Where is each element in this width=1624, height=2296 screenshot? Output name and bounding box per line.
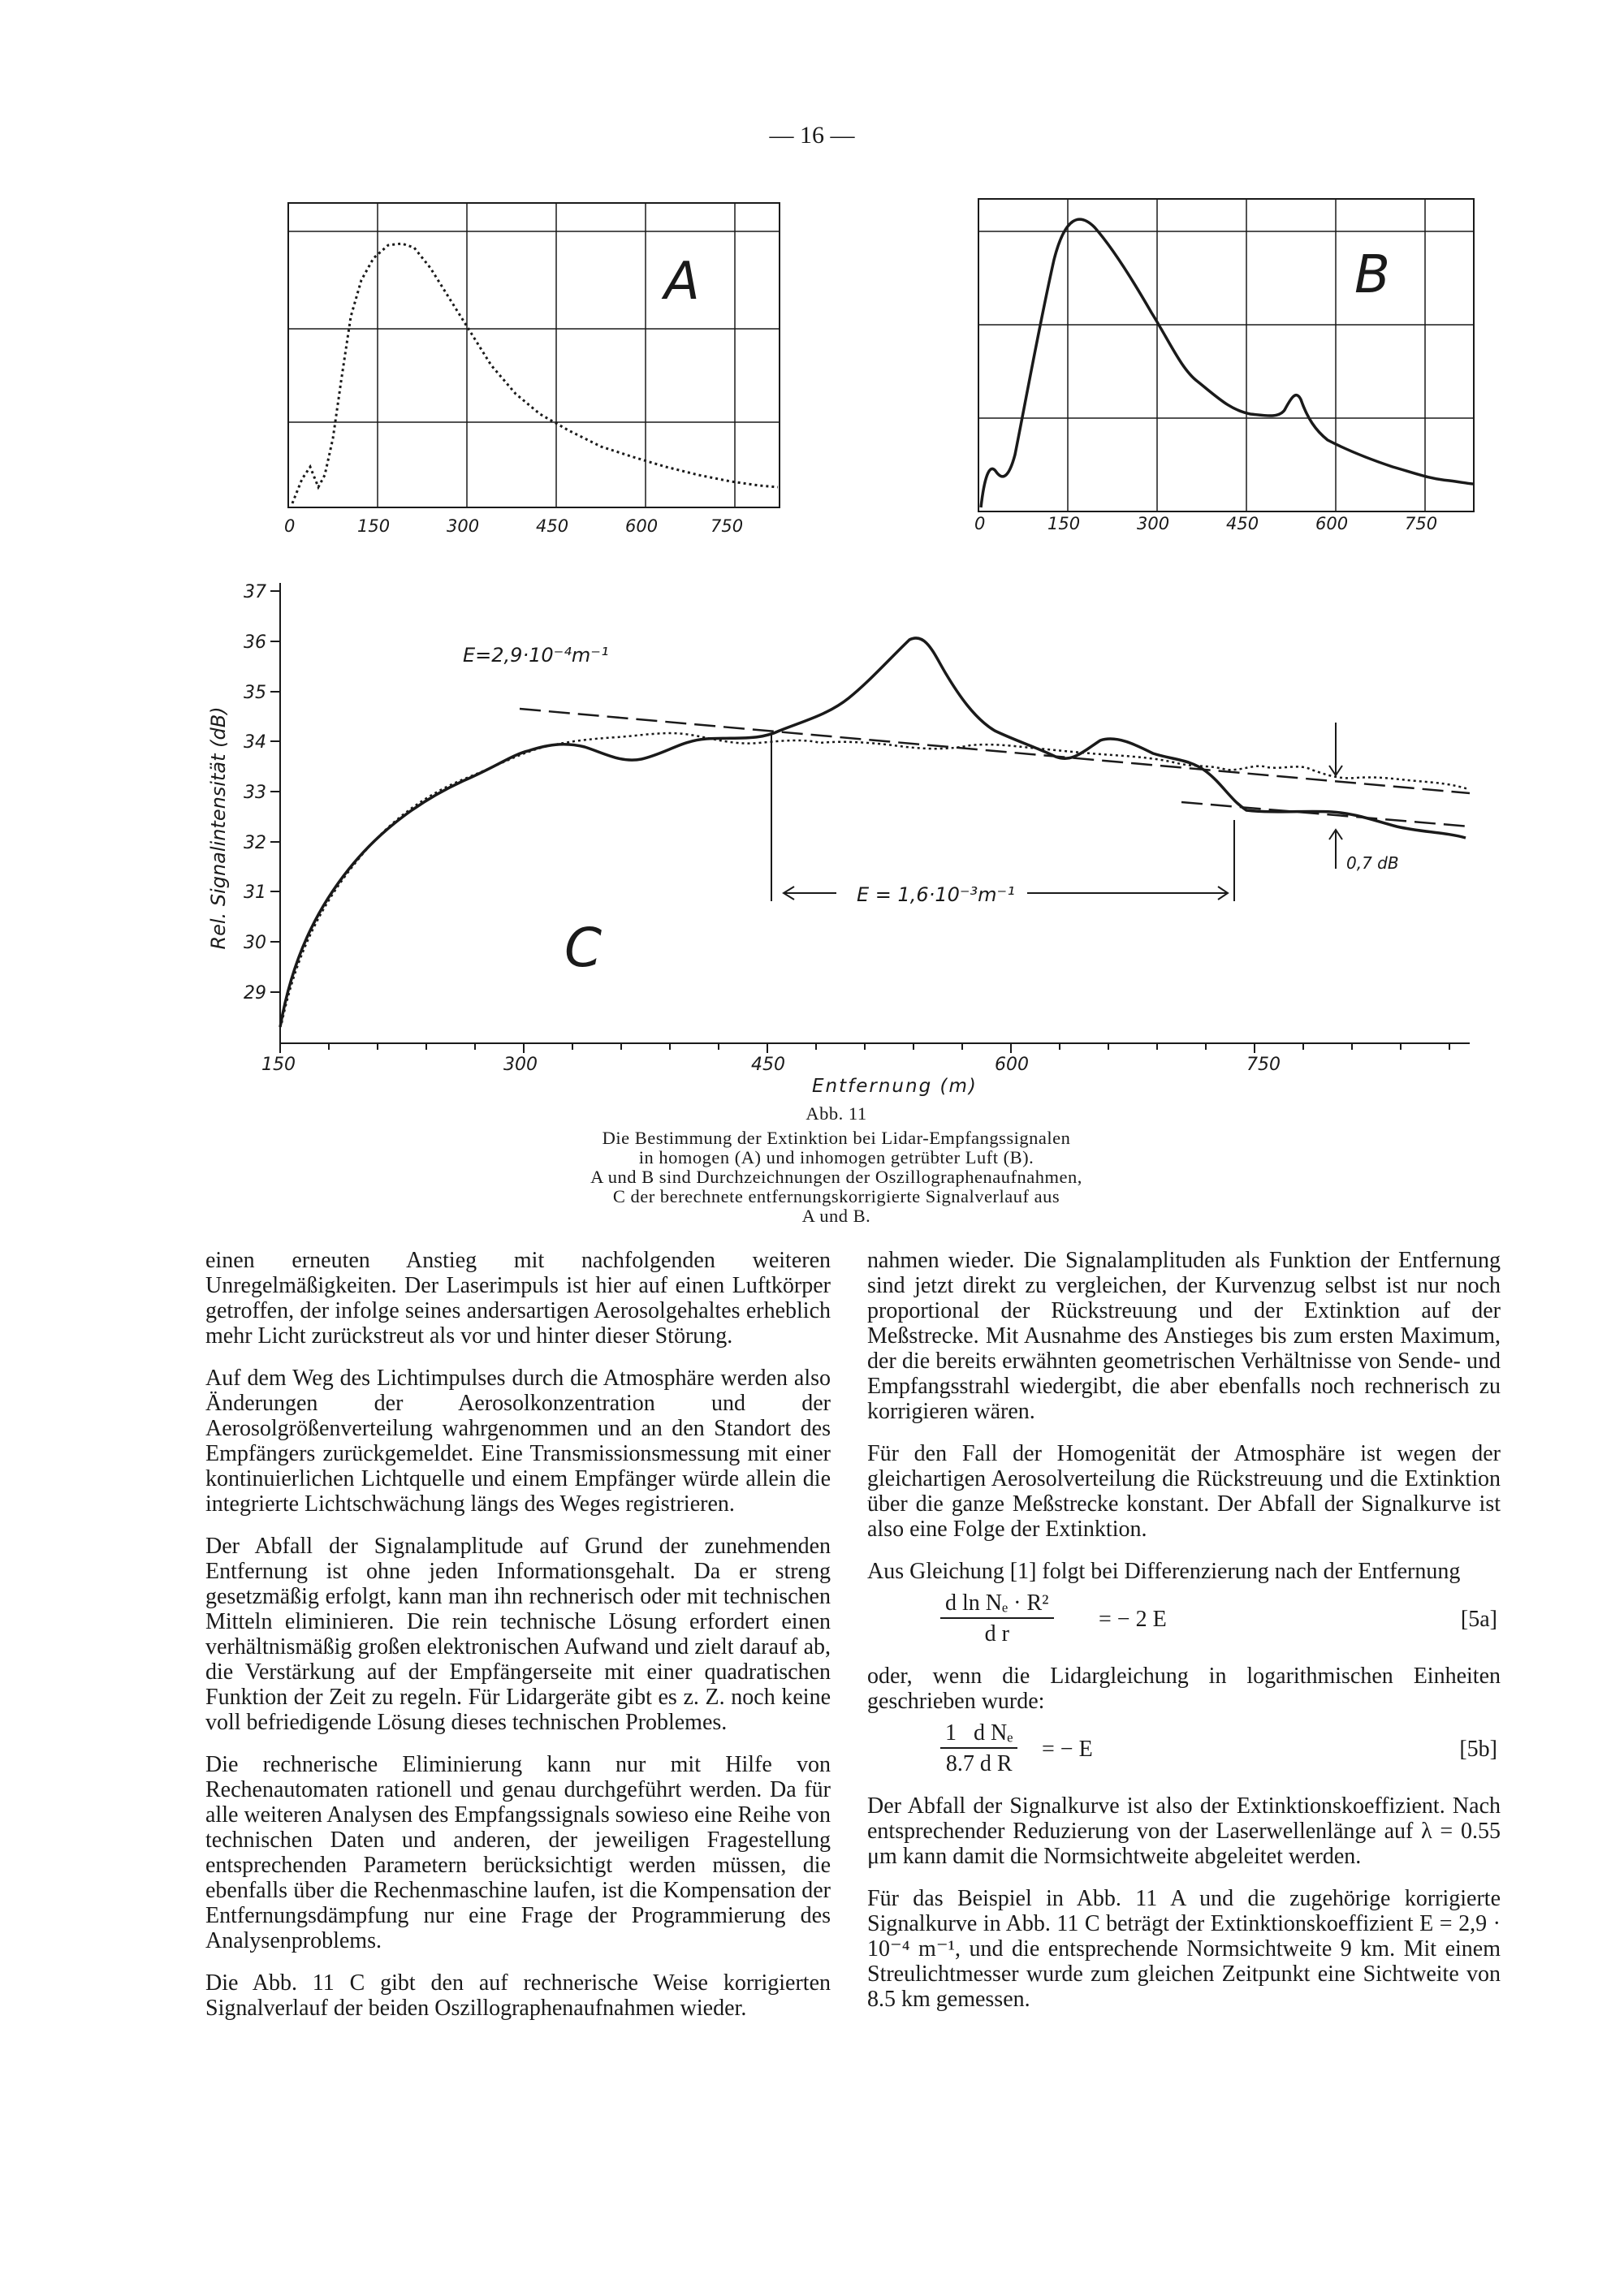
- plot-b-signal-curve: [981, 219, 1474, 507]
- plot-c-curve-b: [280, 638, 1466, 1027]
- plot-a-x-tick: 600: [625, 516, 659, 536]
- equation-5b-tag: [5b]: [1459, 1737, 1497, 1762]
- plot-c-y-tick: 30: [244, 933, 266, 953]
- plot-b-label: B: [1354, 245, 1390, 305]
- plot-a-x-tick: 0: [284, 516, 296, 536]
- plot-a-x-tick: 300: [447, 516, 480, 536]
- equation-5b: [867, 1720, 1501, 1782]
- plot-c-range-arrow-left: [784, 887, 836, 900]
- equation-5a-fraction: [940, 1590, 1054, 1646]
- plot-c-y-tick: 32: [244, 833, 266, 853]
- plot-c-x-tick: 450: [751, 1055, 785, 1075]
- caption-line: A und B sind Durchzeichnungen der Oszillographenaufnahmen,: [590, 1167, 1082, 1187]
- plot-a: [288, 203, 780, 507]
- plot-c-x-tick: 300: [503, 1055, 538, 1075]
- plot-c-y-tick: 37: [244, 582, 266, 602]
- paragraph: oder, wenn die Lidargleichung in logarithmischen Einheiten geschrieben wurde:: [867, 1664, 1501, 1714]
- caption-line: Die Bestimmung der Extinktion bei Lidar-Empfangssignalen: [602, 1128, 1071, 1148]
- plot-b-x-tick: 300: [1137, 514, 1170, 533]
- equation-5a: [867, 1590, 1501, 1652]
- plot-a-signal-curve: [292, 244, 778, 503]
- plot-c-y-tick: 36: [244, 632, 266, 653]
- plot-a-x-ticks: [284, 516, 743, 536]
- plot-b-x-tick: 450: [1226, 514, 1259, 533]
- plot-c-y-tick: 34: [244, 732, 266, 753]
- plot-c-annotation-step: 0,7 dB: [1346, 853, 1399, 873]
- plot-b-frame: [978, 199, 1474, 511]
- plot-c-y-tick: 33: [244, 783, 266, 803]
- paragraph: Die rechnerische Eliminierung kann nur mit Hilfe von Rechenautomaten rationell und genau durchgeführt werden. Da für alle weiteren Analysen des Empfangssignals sowieso eine Reihe von technischen Daten und anderen, der jeweiligen Fragestellung entsprechenden Parametern berücksichtigt werden müssen, die ebenfalls über die Rechenmaschine laufen, ist die Kompensation der Entfernungsdämpfung nur eine Frage der Programmierung des Analysenproblems.: [205, 1752, 831, 1953]
- caption-line: C der berechnete entfernungskorrigierte Signalverlauf aus: [612, 1186, 1060, 1206]
- plot-c-label: C: [564, 917, 603, 979]
- paragraph: Der Abfall der Signalkurve ist also der Extinktionskoeffizient. Nach entsprechender Reduzierung von der Laserwellenlänge auf λ = 0.55 μm kann damit die Normsichtweite abgeleitet werden.: [867, 1793, 1501, 1869]
- right-column: [867, 1248, 1501, 2029]
- equation-5a-numerator: d ln Nₑ · R²: [940, 1590, 1054, 1619]
- plot-c-y-axis-label: Rel. Signalintensität (dB): [207, 706, 230, 950]
- plot-a-x-tick: 450: [536, 516, 569, 536]
- paragraph: Die Abb. 11 C gibt den auf rechnerische Weise korrigierten Signalverlauf der beiden Oszillographenaufnahmen wieder.: [205, 1970, 831, 2021]
- paragraph: Aus Gleichung [1] folgt bei Differenzierung nach der Entfernung: [867, 1559, 1461, 1584]
- plot-c-x-axis-label: Entfernung (m): [812, 1076, 978, 1096]
- plot-b-x-ticks: [974, 514, 1437, 533]
- equation-5b-numerator: 1 d Nₑ: [940, 1720, 1017, 1749]
- plot-c-y-tick: 29: [244, 983, 266, 1003]
- plot-c-x-tick: 750: [1246, 1055, 1281, 1075]
- figure-caption: [487, 1104, 1186, 1226]
- paragraph: Für den Fall der Homogenität der Atmosphäre ist wegen der gleichartigen Aerosolverteilung die Rückstreuung und die Extinktion über die ganze Meßstrecke konstant. Der Abfall der Signalkurve ist also eine Folge der Extinktion.: [867, 1441, 1501, 1542]
- plot-c-annotation-middle: E = 1,6·10⁻³m⁻¹: [857, 883, 1015, 906]
- plot-a-frame: [288, 203, 780, 507]
- plot-c-range-arrow-right: [1027, 887, 1228, 900]
- plot-c-annotation-top: E=2,9·10⁻⁴m⁻¹: [463, 644, 609, 667]
- paragraph: Auf dem Weg des Lichtimpulses durch die Atmosphäre werden also Änderungen der Aerosolkonzentration und der Aerosolgrößenverteilung wahrgenommen und an den Standort des Empfängers zurückgemeldet. Eine Transmissionsmessung mit einer kontinuierlichen Lichtquelle und einem Empfänger würde allein die integrierte Lichtschwächung längs des Weges registrieren.: [205, 1366, 831, 1517]
- plot-b: [978, 199, 1474, 511]
- page-number: — 16 —: [769, 122, 855, 149]
- equation-5a-denominator: d r: [984, 1621, 1009, 1646]
- plot-c-trend-line-b: [1181, 802, 1470, 826]
- left-column: [205, 1248, 831, 2038]
- equation-5a-tag: [5a]: [1460, 1607, 1497, 1632]
- plot-b-x-tick: 150: [1047, 514, 1081, 533]
- plot-b-x-tick: 0: [974, 514, 986, 533]
- caption-line: in homogen (A) und inhomogen getrübter Luft (B).: [638, 1147, 1034, 1167]
- plot-c-step-arrow-down: [1329, 723, 1342, 775]
- plot-b-x-tick: 750: [1405, 514, 1438, 533]
- paragraph: Der Abfall der Signalamplitude auf Grund der zunehmenden Entfernung ist ohne jeden Informationsgehalt. Da er streng gesetzmäßig erfolgt, kann man ihn rechnerisch oder mit technischen Mitteln eliminieren. Die rein technische Lösung erfordert einen verhältnismäßig großen elektronischen Aufwand und zielt darauf ab, die Verstärkung auf der Empfängerseite mit einer quadratischen Funktion der Zeit zu regeln. Für Lidargeräte gibt es z. Z. noch keine voll befriedigende Lösung dieses technischen Problemes.: [205, 1534, 831, 1735]
- caption-line: A und B.: [801, 1206, 871, 1226]
- caption-title: Abb. 11: [806, 1103, 867, 1124]
- figure-11: [0, 0, 1624, 1096]
- plot-a-label: A: [664, 252, 700, 312]
- equation-5b-rhs: = − E: [1042, 1737, 1093, 1762]
- plot-c-x-tick: 600: [995, 1055, 1029, 1075]
- plot-c-step-arrow-up: [1329, 830, 1342, 869]
- paragraph: Für das Beispiel in Abb. 11 A und die zugehörige korrigierte Signalkurve in Abb. 11 C beträgt der Extinktionskoeffizient E = 2,9 · 10⁻⁴ m⁻¹, und die entsprechende Normsichtweite 9 km. Mit einem Streulichtmesser wurde zum gleichen Zeitpunkt eine Sichtweite von 8.5 km gemessen.: [867, 1886, 1501, 2012]
- plot-c-y-ticks: [244, 582, 266, 1003]
- paragraph: einen erneuten Anstieg mit nachfolgenden weiteren Unregelmäßigkeiten. Der Laserimpuls ist hier auf einen Luftkörper getroffen, der infolge seines andersartigen Aerosolgehaltes erheblich mehr Licht zurückstreut als vor und hinter dieser Störung.: [205, 1248, 831, 1349]
- plot-c-y-tick: 35: [244, 683, 266, 703]
- plot-c-x-tick: 150: [261, 1055, 296, 1075]
- equation-5b-denominator: 8.7 d R: [945, 1751, 1013, 1776]
- plot-a-x-tick: 750: [710, 516, 744, 536]
- equation-5b-fraction: [940, 1720, 1017, 1776]
- plot-a-x-tick: 150: [357, 516, 391, 536]
- plot-c-y-tick: 31: [244, 883, 266, 903]
- plot-c-x-ticks: [261, 1055, 1281, 1075]
- equation-5a-rhs: = − 2 E: [1099, 1607, 1167, 1632]
- plot-c: [270, 583, 1470, 1053]
- plot-b-x-tick: 600: [1315, 514, 1349, 533]
- paragraph: nahmen wieder. Die Signalamplituden als Funktion der Entfernung sind jetzt direkt zu vergleichen, der Kurvenzug selbst ist nur noch proportional der Rückstreuung und der Extinktion auf der Meßstrecke. Mit Ausnahme des Anstieges bis zum ersten Maximum, der die bereits erwähnten geometrischen Verhältnisse von Sende- und Empfangsstrahl wiedergibt, die aber ebenfalls noch rechnerisch zu korrigieren wären.: [867, 1248, 1501, 1424]
